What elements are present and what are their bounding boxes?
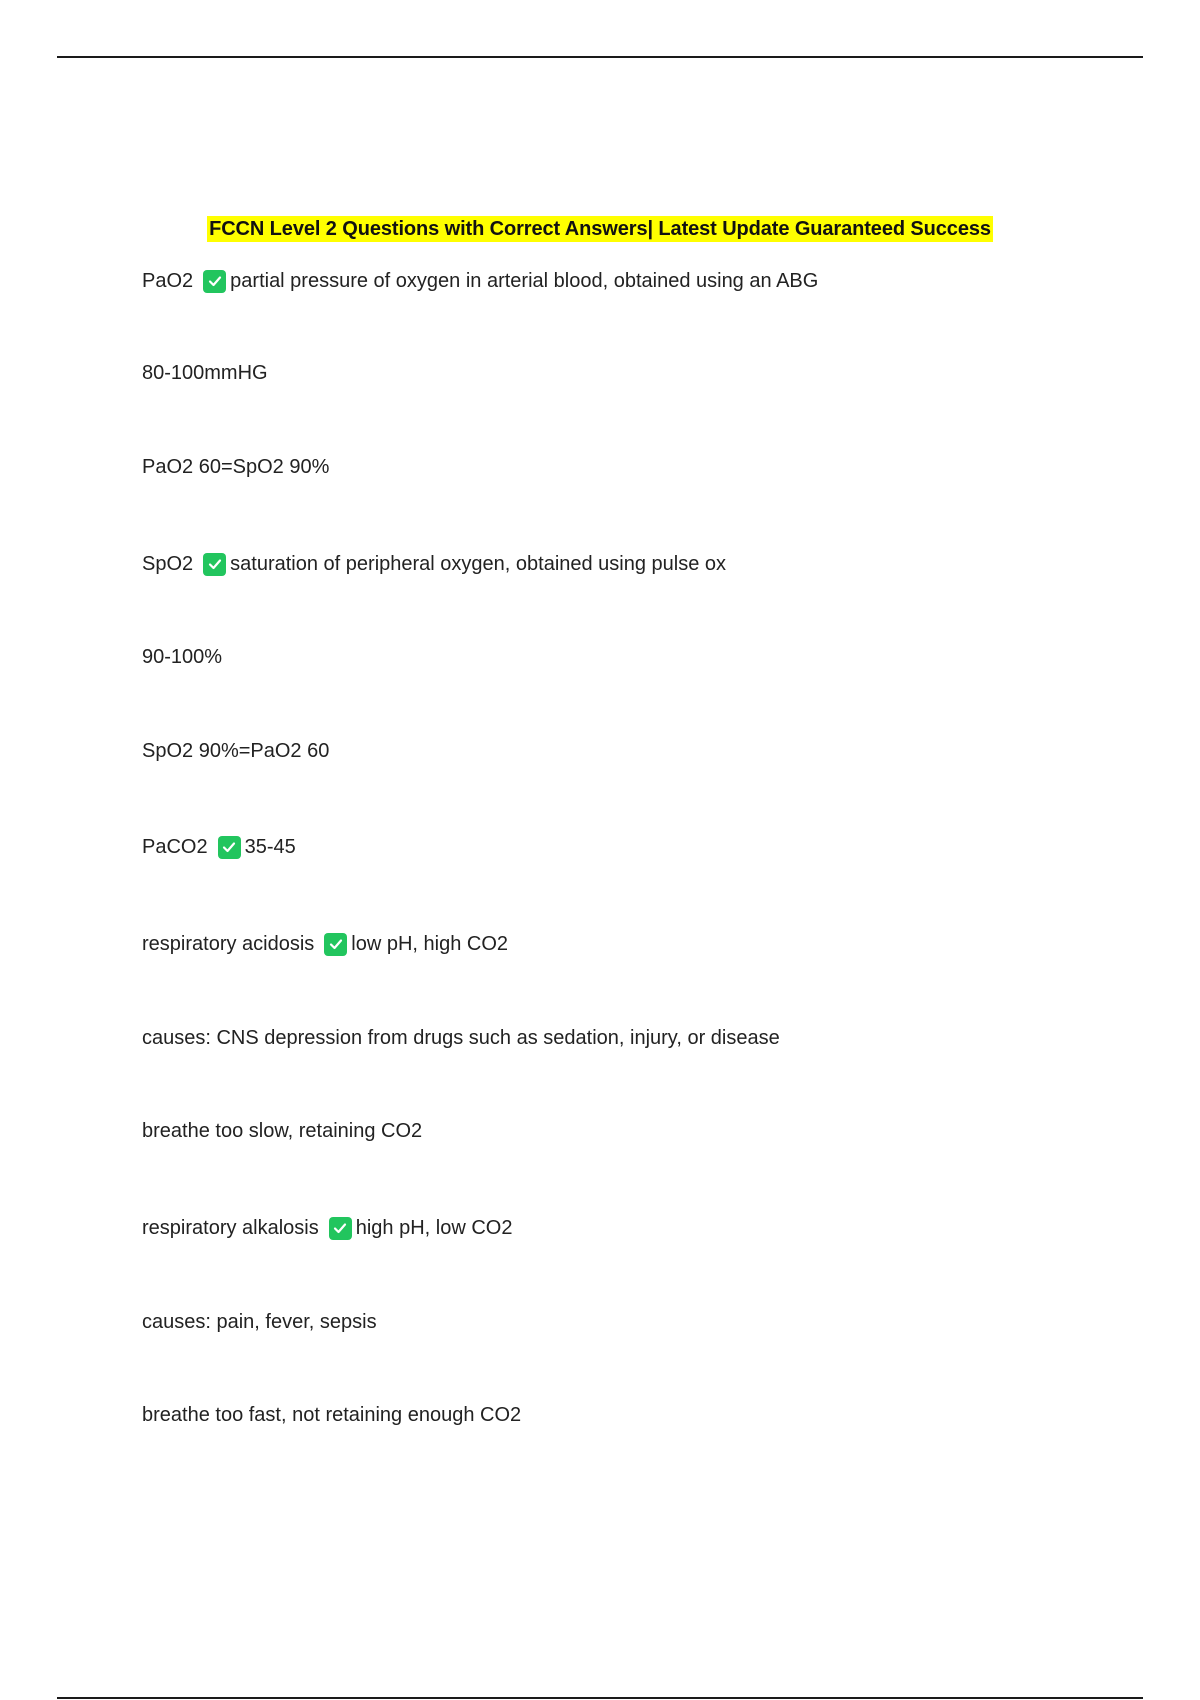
- line-text: breathe too slow, retaining CO2: [142, 1120, 423, 1142]
- question-term: PaCO2: [142, 836, 208, 858]
- line-text: causes: pain, fever, sepsis: [142, 1311, 377, 1333]
- answer-text: saturation of peripheral oxygen, obtained using pulse ox: [230, 553, 727, 575]
- check-mark-icon: [203, 553, 226, 576]
- top-rule: [57, 56, 1143, 58]
- bottom-rule: [57, 1697, 1143, 1699]
- document-title: FCCN Level 2 Questions with Correct Answers| Latest Update Guaranteed Success: [209, 218, 991, 240]
- question-term: PaO2: [142, 270, 194, 292]
- line-text: PaO2 60=SpO2 90%: [142, 456, 330, 478]
- qa-line: [142, 268, 818, 294]
- line-text: 90-100%: [142, 646, 223, 668]
- qa-line: [142, 1215, 512, 1241]
- text-line: [142, 454, 329, 480]
- line-text: breathe too fast, not retaining enough CO2: [142, 1404, 522, 1426]
- answer-text: high pH, low CO2: [355, 1217, 513, 1239]
- question-term: respiratory acidosis: [142, 933, 315, 955]
- check-mark-icon: [203, 270, 226, 293]
- check-mark-icon: [329, 1217, 352, 1240]
- text-line: [142, 1118, 422, 1144]
- line-text: causes: CNS depression from drugs such as sedation, injury, or disease: [142, 1027, 780, 1049]
- text-line: [142, 1025, 780, 1051]
- question-term: SpO2: [142, 553, 194, 575]
- text-line: [142, 644, 222, 670]
- line-text: SpO2 90%=PaO2 60: [142, 740, 330, 762]
- check-mark-icon: [218, 836, 241, 859]
- qa-line: [142, 931, 508, 957]
- text-line: [142, 1309, 377, 1335]
- question-term: respiratory alkalosis: [142, 1217, 319, 1239]
- text-line: [142, 1402, 521, 1428]
- qa-line: [142, 551, 726, 577]
- title-container: [0, 216, 1200, 242]
- answer-text: 35-45: [244, 836, 296, 858]
- line-text: 80-100mmHG: [142, 362, 268, 384]
- answer-text: partial pressure of oxygen in arterial blood, obtained using an ABG: [230, 270, 819, 292]
- qa-line: [142, 834, 296, 860]
- check-mark-icon: [324, 933, 347, 956]
- answer-text: low pH, high CO2: [351, 933, 509, 955]
- text-line: [142, 360, 268, 386]
- text-line: [142, 738, 329, 764]
